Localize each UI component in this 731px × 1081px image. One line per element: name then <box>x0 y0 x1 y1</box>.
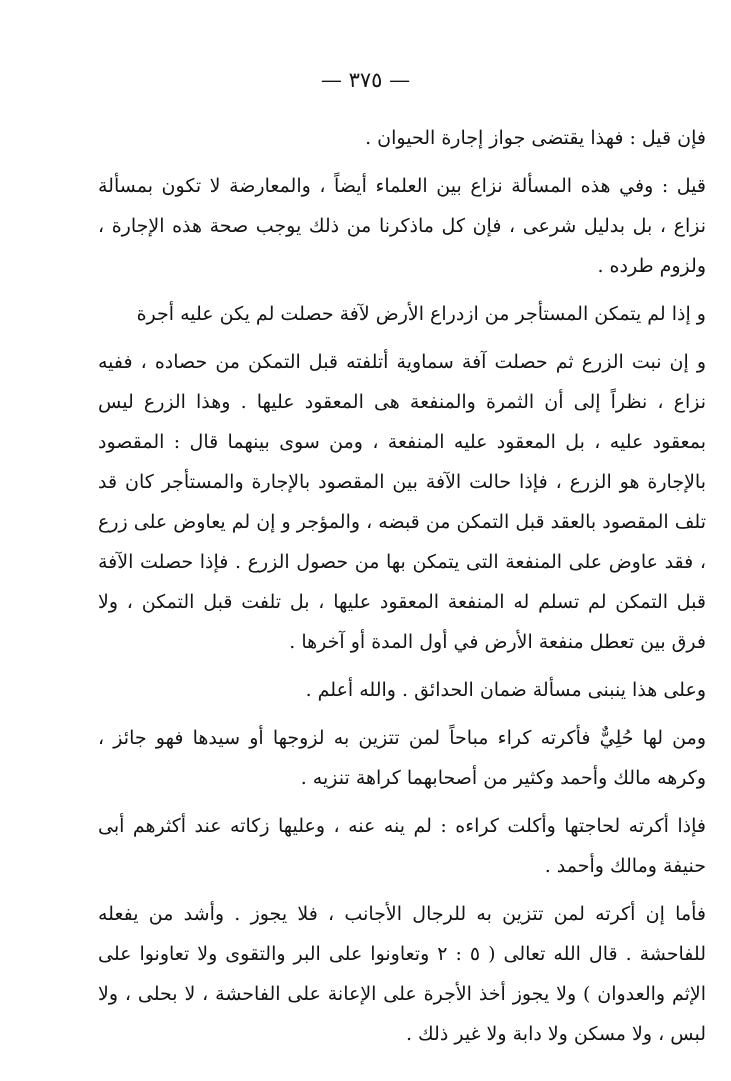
paragraph-5: وعلى هذا ينبنى مسألة ضمان الحدائق . والله أعلم . <box>305 679 706 701</box>
paragraph-7: فإذا أكرته لحاجتها وأكلت كراءه : لم ينه عنه ، وعليها زكاته عند أكثرهم أبى حنيفة ومالك وأحمد . <box>98 815 706 877</box>
page-number: — ٣٧٥ — <box>320 68 411 92</box>
paragraph-1: فإن قيل : فهذا يقتضى جواز إجارة الحيوان . <box>365 127 706 149</box>
paragraph-6: ومن لها حُلِيٌّ فأكرته كراء مباحاً لمن تتزين به لزوجها أو سيدها فهو جائز ، وكرهه مالك وأحمد وكثير من أصحابهما كراهة تنزيه . <box>98 727 706 789</box>
paragraph-4: و إن نبت الزرع ثم حصلت آفة سماوية أتلفته قبل التمكن من حصاده ، ففيه نزاع ، نظراً إلى أن الثمرة والمنفعة هى المعقود عليها . وهذا الزرع ليس بمعقود عليه ، بل المعقود عليه المنفعة ، ومن سوى بينهما قال : المقصود بالإجارة هو الزرع ، فإذا حالت الآفة بين المقصود بالإجارة والمستأجر كان قد تلف المقصود بالعقد قبل التمكن من قبضه ، والمؤجر و إن لم يعاوض على زرع ، فقد عاوض على المنفعة التى يتمكن بها من حصول الزرع . فإذا حصلت الآفة قبل التمكن لم تسلم له المنفعة المعقود عليها ، بل تلفت قبل التمكن ، ولا فرق بين تعطل منفعة الأرض في أول المدة أو آخرها . <box>98 351 706 653</box>
paragraph-8: فأما إن أكرته لمن تتزين به للرجال الأجانب ، فلا يجوز . وأشد من يفعله للفاحشة . قال الله تعالى ( ٥ : ٢ وتعاونوا على البر والتقوى ولا تعاونوا على الإثم والعدوان ) ولا يجوز أخذ الأجرة على الإعانة على الفاحشة ، لا بحلى ، ولا لبس ، ولا مسكن ولا دابة ولا غير ذلك . <box>98 903 706 1045</box>
paragraph-2: قيل : وفي هذه المسألة نزاع بين العلماء أيضاً ، والمعارضة لا تكون بمسألة نزاع ، بل بدليل شرعى ، فإن كل ماذكرنا من ذلك يوجب صحة هذه الإجارة ، ولزوم طرده . <box>98 175 706 277</box>
page-body <box>98 118 706 1054</box>
paragraph-3: و إذا لم يتمكن المستأجر من ازدراع الأرض لآفة حصلت لم يكن عليه أجرة <box>136 303 706 325</box>
